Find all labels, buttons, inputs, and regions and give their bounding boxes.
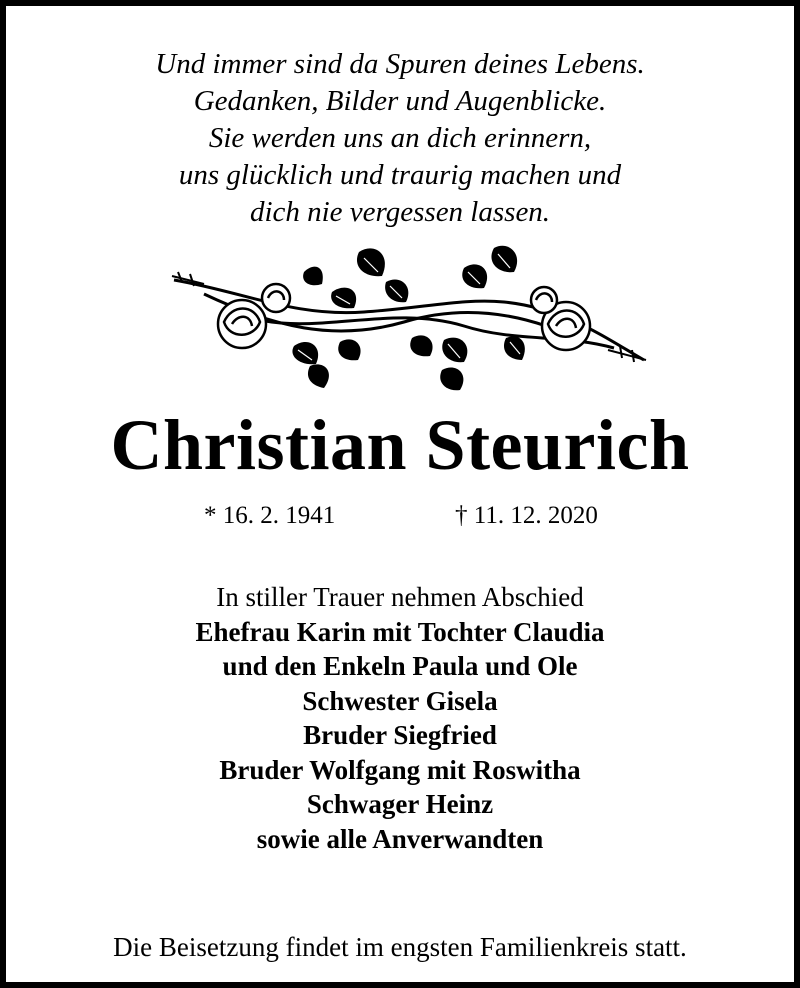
poem-line: Und immer sind da Spuren deines Lebens. bbox=[155, 48, 645, 80]
mourners-list bbox=[26, 580, 774, 856]
mourner-line: Schwester Gisela bbox=[302, 685, 498, 716]
poem-line: uns glücklich und traurig machen und bbox=[178, 159, 622, 191]
mourner-line: sowie alle Anverwandten bbox=[256, 823, 544, 854]
memorial-poem bbox=[26, 46, 774, 231]
mourner-line: und den Enkeln Paula und Ole bbox=[222, 651, 578, 681]
poem-line: dich nie vergessen lassen. bbox=[249, 196, 551, 228]
mourner-line: Bruder Siegfried bbox=[303, 720, 497, 750]
mourner-line: Schwager Heinz bbox=[306, 789, 494, 819]
poem-line: Gedanken, Bilder und Augenblicke. bbox=[193, 85, 607, 117]
mourner-line: Ehefrau Karin mit Tochter Claudia bbox=[195, 616, 605, 647]
mourners-intro: In stiller Trauer nehmen Abschied bbox=[216, 582, 584, 612]
poem-line: Sie werden uns an dich erinnern, bbox=[208, 122, 592, 154]
death-date: † 11. 12. 2020 bbox=[455, 502, 598, 529]
mourner-line: Bruder Wolfgang mit Roswitha bbox=[219, 754, 581, 785]
funeral-note: Die Beisetzung findet im engsten Familienkreis statt. bbox=[113, 932, 687, 962]
birth-date: * 16. 2. 1941 bbox=[204, 502, 336, 529]
roses-branch-ornament-icon bbox=[164, 242, 654, 402]
deceased-name: Christian Steurich bbox=[110, 405, 690, 485]
